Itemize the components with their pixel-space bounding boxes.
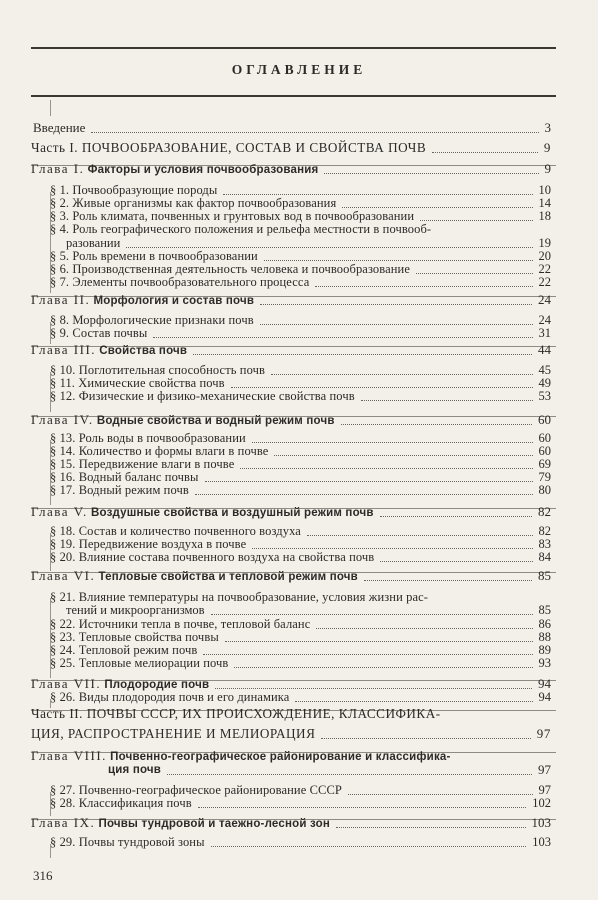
dot-leader: [295, 687, 532, 702]
section-title: Морфологические признаки почв: [72, 313, 254, 327]
dot-leader: [336, 813, 525, 828]
section-number: § 1.: [50, 183, 70, 197]
chapter-label: Глава VII.: [31, 676, 102, 691]
dot-leader: [211, 832, 527, 847]
dot-leader: [432, 138, 538, 153]
section-number: § 4.: [50, 222, 70, 236]
chapter-title: Тепловые свойства и тепловой режим почв: [98, 571, 358, 583]
section-number: § 14.: [50, 444, 76, 458]
toc-entry-text: [50, 537, 246, 551]
chapter-title: Свойства почв: [99, 345, 188, 357]
toc-entry-chapter[interactable]: [0, 816, 598, 830]
page-ref: 102: [532, 796, 551, 810]
section-number: § 5.: [50, 249, 70, 263]
page-ref: 82: [538, 504, 551, 519]
page-ref: 79: [538, 470, 551, 484]
section-number: § 26.: [50, 690, 76, 704]
page-ref: 97: [538, 762, 551, 777]
page-ref: 85: [538, 603, 551, 617]
toc-heading: ОГЛАВЛЕНИЕ: [231, 62, 367, 77]
section-number: § 29.: [50, 835, 76, 849]
section-title: Влияние состава почвенного воздуха на свойства почв: [78, 550, 375, 564]
section-number: § 20.: [50, 550, 76, 564]
part-title: ПОЧВООБРАЗОВАНИЕ, СОСТАВ И СВОЙСТВА ПОЧВ: [81, 140, 427, 155]
section-number: § 3.: [50, 209, 70, 223]
section-title: Состав и количество почвенного воздуха: [78, 524, 301, 538]
dot-leader: [324, 159, 538, 174]
toc-entry-text-continued: разовании: [66, 236, 121, 250]
section-title: Передвижение воздуха в почве: [78, 537, 247, 551]
toc-entry-text: [31, 162, 318, 177]
section-title: Производственная деятельность человека и почвообразование: [72, 262, 410, 276]
section-title: Почвенно-географическое районирование СССР: [78, 783, 342, 797]
page-ref: 9: [543, 140, 551, 155]
dot-leader: [380, 502, 532, 517]
chapter-title: Морфология и состав почв: [93, 295, 255, 307]
toc-margin-line: [50, 372, 51, 412]
section-title: Роль воды в почвообразовании: [78, 431, 246, 445]
toc-margin-line: [50, 792, 51, 816]
dot-leader: [420, 206, 532, 221]
section-title: Поглотительная способность почв: [78, 363, 265, 377]
toc-entry-part2[interactable]: [0, 707, 598, 721]
section-number: § 25.: [50, 656, 76, 670]
section-title: Передвижение влаги в почве: [78, 457, 235, 471]
page-ref: 44: [538, 342, 551, 357]
page-ref: 103: [532, 835, 551, 849]
dot-leader: [195, 480, 533, 495]
section-title: Живые организмы как фактор почвообразования: [72, 196, 337, 210]
toc-entry-text: [31, 413, 335, 428]
toc-entry-chapter[interactable]: [0, 505, 598, 519]
toc-entry-section[interactable]: [0, 550, 598, 564]
toc-entry-text: [50, 550, 374, 564]
page-ref: 53: [538, 389, 551, 403]
section-number: § 22.: [50, 617, 76, 631]
section-number: § 17.: [50, 483, 76, 497]
toc-entry-text: [50, 183, 217, 197]
section-number: § 7.: [50, 275, 70, 289]
toc-entry-chapter[interactable]: [0, 343, 598, 357]
page-ref: 103: [531, 815, 551, 830]
chapter-label: Глава IV.: [31, 412, 94, 427]
page-ref: 24: [538, 313, 551, 327]
section-title: Физические и физико-механические свойства почв: [78, 389, 355, 403]
toc-entry-section[interactable]: [0, 483, 598, 497]
dot-leader: [193, 340, 532, 355]
section-number: § 16.: [50, 470, 76, 484]
dot-leader: [380, 547, 532, 562]
dot-leader: [91, 118, 538, 133]
section-number: § 9.: [50, 326, 70, 340]
toc-margin-line: [50, 699, 51, 708]
page-ref: 82: [538, 524, 551, 538]
page-ref: 60: [538, 412, 551, 427]
toc-entry-section[interactable]: [0, 796, 598, 810]
toc-margin-line: [50, 533, 51, 571]
toc-entry-section[interactable]: [0, 389, 598, 403]
toc-margin-line: [50, 598, 51, 678]
toc-entry-text: [31, 569, 358, 584]
section-title: Тепловые свойства почвы: [78, 630, 219, 644]
toc-margin-line: [50, 100, 51, 116]
section-title: Почвообразующие породы: [72, 183, 218, 197]
part-label: Часть I.: [31, 140, 79, 155]
chapter-title: Плодородие почв: [104, 679, 210, 691]
dot-leader: [153, 323, 532, 338]
section-number: § 27.: [50, 783, 76, 797]
section-number: § 19.: [50, 537, 76, 551]
page-ref: 97: [538, 783, 551, 797]
page-ref: 94: [538, 676, 551, 691]
page-ref: 18: [538, 209, 551, 223]
page-ref: 84: [538, 550, 551, 564]
toc-entry-text: [31, 707, 441, 721]
toc-margin-line: [50, 322, 51, 344]
toc-entry-text: [50, 275, 309, 289]
toc-entry-text: [50, 656, 228, 670]
section-title: Тепловые мелиорации почв: [78, 656, 229, 670]
section-title: Роль географического положения и рельефа местности в почвооб-: [72, 222, 432, 236]
section-number: § 21.: [50, 590, 76, 604]
toc-entry-text: [50, 209, 414, 223]
page-ref: 80: [538, 483, 551, 497]
toc-entry-text: [31, 141, 426, 155]
section-number: § 28.: [50, 796, 76, 810]
chapter-label: Глава VIII.: [31, 748, 107, 763]
dot-leader: [211, 600, 533, 615]
page-ref: 45: [538, 363, 551, 377]
chapter-label: Глава III.: [31, 342, 97, 357]
dot-leader: [167, 760, 532, 775]
page-ref: 14: [538, 196, 551, 210]
page-ref: 10: [538, 183, 551, 197]
toc-entry-text: [50, 483, 189, 497]
section-number: § 8.: [50, 313, 70, 327]
page-ref: 22: [538, 275, 551, 289]
page-ref: 97: [536, 726, 551, 741]
toc-entry-section[interactable]: [0, 656, 598, 670]
toc-entry-text: [50, 796, 192, 810]
toc-entry-text: [50, 196, 336, 210]
toc-entry-text: [50, 444, 268, 458]
dot-leader: [321, 724, 530, 739]
toc-entry-text: [50, 643, 197, 657]
dot-leader: [260, 290, 532, 305]
page-ref: 69: [538, 457, 551, 471]
section-number: § 2.: [50, 196, 70, 210]
toc-entry-section[interactable]: [0, 275, 598, 289]
toc-entry-text: [31, 816, 330, 831]
chapter-title: Факторы и условия почвообразования: [87, 164, 319, 176]
section-number: § 12.: [50, 389, 76, 403]
toc-entry-chapter[interactable]: [0, 293, 598, 307]
section-title: Состав почвы: [72, 326, 148, 340]
dot-leader: [361, 386, 533, 401]
toc-entry-section[interactable]: [0, 690, 598, 704]
section-number: § 13.: [50, 431, 76, 445]
toc-entry-text: [31, 293, 254, 308]
toc-margin-line: [50, 440, 51, 505]
toc-entry-text-continued: ЦИЯ, РАСПРОСТРАНЕНИЕ И МЕЛИОРАЦИЯ: [31, 726, 316, 741]
page-ref: 85: [538, 568, 551, 583]
toc-entry-continuation: [0, 727, 598, 741]
chapter-label: Глава VI.: [31, 568, 96, 583]
section-title: Водный режим почв: [78, 483, 189, 497]
page-ref: 49: [538, 376, 551, 390]
section-number: § 18.: [50, 524, 76, 538]
toc-entry-section[interactable]: [0, 326, 598, 340]
page-ref: 24: [538, 292, 551, 307]
page-ref: 60: [538, 431, 551, 445]
dot-leader: [364, 566, 532, 581]
toc-entry-text: [31, 343, 187, 358]
section-title: Виды плодородия почв и его динамика: [78, 690, 290, 704]
chapter-label: Глава IX.: [31, 815, 96, 830]
toc-entry-text: [50, 376, 225, 390]
chapter-label: Глава I.: [31, 161, 85, 176]
toc-entry-text: [33, 121, 85, 135]
chapter-title: Воздушные свойства и воздушный режим почв: [91, 507, 374, 519]
page-number: 316: [33, 868, 53, 883]
toc-entry-text: [50, 389, 355, 403]
page-ref: 93: [538, 656, 551, 670]
section-number: § 24.: [50, 643, 76, 657]
page-ref: 3: [544, 120, 551, 135]
toc-entry-text-continued: тений и микроорганизмов: [66, 603, 205, 617]
toc-entry-plain[interactable]: [0, 121, 598, 135]
toc-entry-chapter[interactable]: [0, 413, 598, 427]
chapter-title: Почвы тундровой и таежно-лесной зон: [98, 818, 331, 830]
page-ref: 60: [538, 444, 551, 458]
page-ref: 86: [538, 617, 551, 631]
toc-entry-chapter[interactable]: [0, 162, 598, 176]
section-number: § 10.: [50, 363, 76, 377]
section-title: Почвы тундровой зоны: [78, 835, 205, 849]
section-number: § 11.: [50, 376, 76, 390]
section-title: Влияние температуры на почвообразование, условия жизни рас-: [78, 590, 428, 604]
chapter-title: Водные свойства и водный режим почв: [96, 415, 335, 427]
chapter-label: Глава II.: [31, 292, 91, 307]
toc-entry-continuation: [0, 763, 598, 777]
chapter-title: Почвенно-географическое районирование и классифика-: [110, 751, 451, 763]
chapter-label: Глава V.: [31, 504, 88, 519]
entry-title: Введение: [33, 120, 86, 135]
section-number: § 15.: [50, 457, 76, 471]
toc-margin-line: [50, 844, 51, 858]
section-title: Классификация почв: [78, 796, 192, 810]
section-title: Химические свойства почв: [78, 376, 225, 390]
toc-entry-chapter[interactable]: [0, 569, 598, 583]
dot-leader: [234, 653, 532, 668]
page-ref: 83: [538, 537, 551, 551]
toc-entry-text-continued: ция почв: [108, 764, 162, 776]
section-number: § 23.: [50, 630, 76, 644]
page-ref: 19: [538, 236, 551, 250]
toc-entry-text: [50, 690, 289, 704]
section-title: Роль времени в почвообразовании: [72, 249, 258, 263]
toc-entry-part[interactable]: [0, 141, 598, 155]
toc-entry-text: [50, 249, 258, 263]
section-title: Элементы почвообразовательного процесса: [72, 275, 310, 289]
section-title: Количество и формы влаги в почве: [78, 444, 269, 458]
toc-entry-text: [50, 326, 147, 340]
section-number: § 6.: [50, 262, 70, 276]
page-ref: 20: [538, 249, 551, 263]
dot-leader: [341, 410, 532, 425]
dot-leader: [198, 793, 527, 808]
toc-entry-text: [50, 470, 199, 484]
section-title: Источники тепла в почве, тепловой баланс: [78, 617, 311, 631]
toc-entry-text: [50, 431, 246, 445]
toc-entry-text: [50, 630, 219, 644]
part-title: ПОЧВЫ СССР, ИХ ПРОИСХОЖДЕНИЕ, КЛАССИФИКА-: [86, 706, 441, 721]
toc-entry-section[interactable]: [0, 209, 598, 223]
page-ref: 31: [538, 326, 551, 340]
page-ref: 9: [544, 161, 551, 176]
toc-margin-line: [50, 192, 51, 293]
page-ref: 22: [538, 262, 551, 276]
section-title: Роль климата, почвенных и грунтовых вод в почвообразовании: [72, 209, 415, 223]
toc-entry-section[interactable]: [0, 835, 598, 849]
page-ref: 88: [538, 630, 551, 644]
toc-entry-text: [31, 505, 374, 520]
section-title: Тепловой режим почв: [78, 643, 198, 657]
toc-entry-text: [50, 835, 205, 849]
part-label: Часть II.: [31, 706, 83, 721]
dot-leader: [315, 272, 532, 287]
section-title: Водный баланс почвы: [78, 470, 199, 484]
page-ref: 89: [538, 643, 551, 657]
page-ref: 94: [538, 690, 551, 704]
